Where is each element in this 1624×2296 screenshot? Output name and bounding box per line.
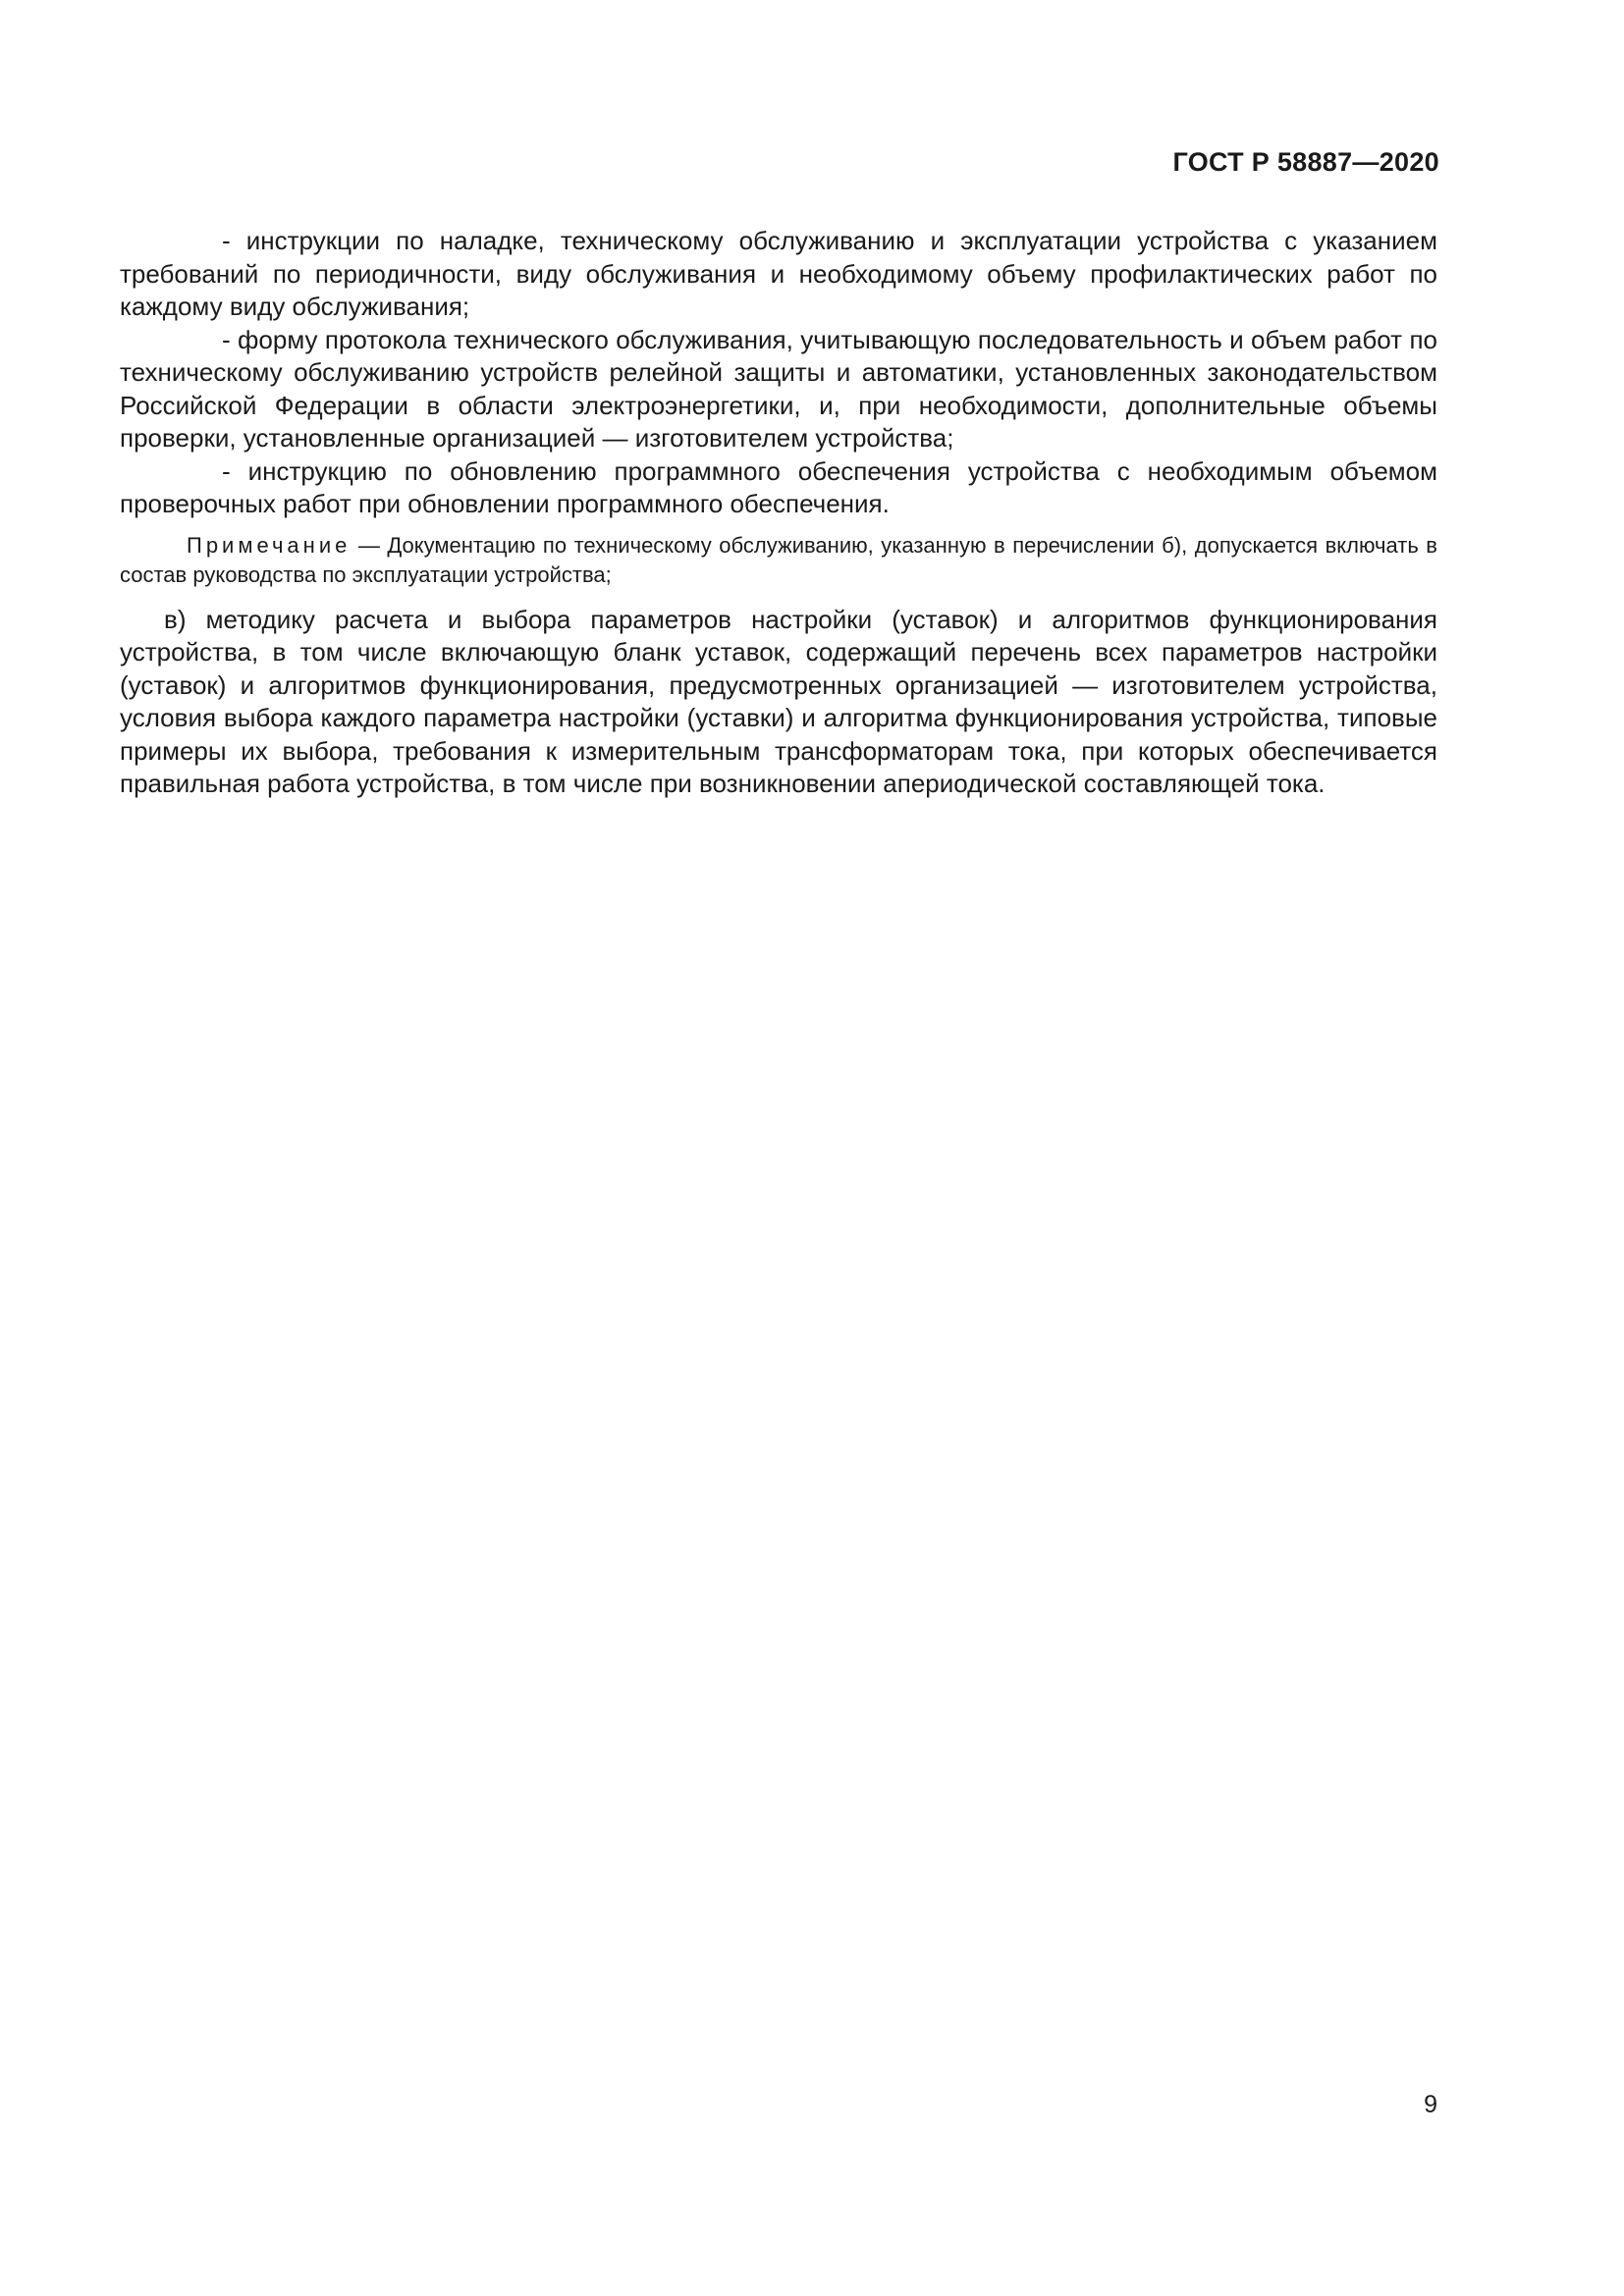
note-label: Примечание xyxy=(187,532,352,558)
list-item-protocol-form: - форму протокола технического обслуживания, учитывающую последовательность и объем работ по техническому обслуживанию устройств релейной защиты и автоматики, установленных законодательством Российской Федерации в области электроэнергетики, и, при необходимости, дополнительные объемы проверки, установленные организацией — изготовителем устройства; xyxy=(120,324,1437,453)
document-code: ГОСТ Р 58887—2020 xyxy=(1172,147,1439,177)
page-body xyxy=(120,225,1437,801)
note-text: — Документацию по техническому обслуживанию, указанную в перечислении б), допускается включать в состав руководства по эксплуатации устройства; xyxy=(120,532,1437,587)
list-item-software-update: - инструкцию по обновлению программного обеспечения устройства с необходимым объемом проверочных работ при обновлении программного обеспечения. xyxy=(120,455,1437,518)
note xyxy=(120,531,1437,590)
list-item-v-method: в) методику расчета и выбора параметров настройки (уставок) и алгоритмов функционирования устройства, в том числе включающую бланк уставок, содержащий перечень всех параметров настройки (уставок) и алгоритмов функционирования, предусмотренных организацией — изготовителем устройства, условия выбора каждого параметра настройки (уставки) и алгоритма функционирования устройства, типовые примеры их выбора, требования к измерительным трансформаторам тока, при которых обеспечивается правильная работа устройства, в том числе при возникновении апериодической составляющей тока. xyxy=(120,604,1437,798)
list-item-instructions: - инструкции по наладке, техническому обслуживанию и эксплуатации устройства с указанием требований по периодичности, виду обслуживания и необходимому объему профилактических работ по каждому виду обслуживания; xyxy=(120,226,1437,321)
page-number: 9 xyxy=(1424,2091,1437,2118)
